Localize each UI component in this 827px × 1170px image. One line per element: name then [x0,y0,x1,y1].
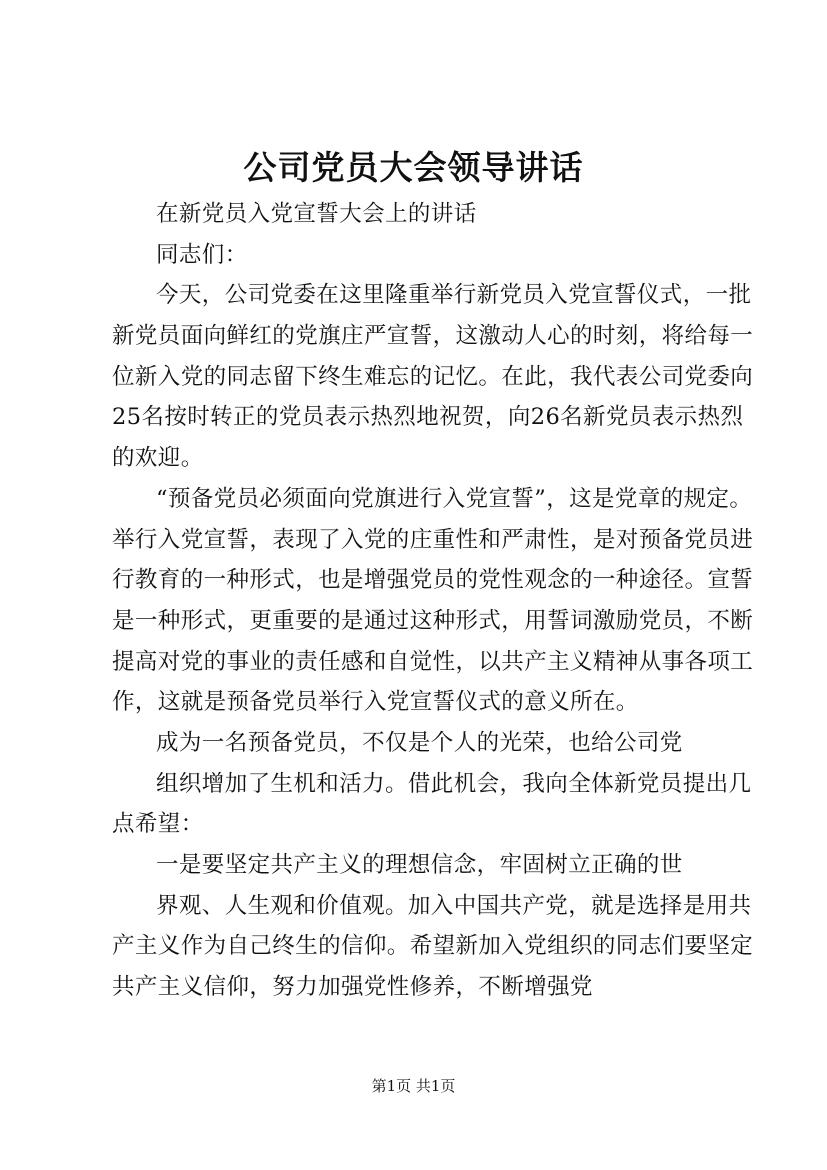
paragraph-line: “预备党员必须面向党旗进行入党宣誓”，这是党章的规定。 [156,485,753,512]
paragraph-line: 一是要坚定共产主义的理想信念，牢固树立正确的世 [156,852,683,878]
paragraph-line: 25名按时转正的党员表示热烈地祝贺，向26名新党员表示热烈 [112,404,744,431]
paragraph-line: 的欢迎。 [112,445,204,472]
paragraph-line: 举行入党宣誓，表现了入党的庄重性和严肃性，是对预备党员进 [112,526,754,553]
paragraph-line: 行教育的一种形式，也是增强党员的党性观念的一种途径。宣誓 [112,567,754,594]
paragraph-line: 界观、人生观和价值观。加入中国共产党，就是选择是用共 [156,892,752,919]
paragraph-line: 提高对党的事业的责任感和自觉性，以共产主义精神从事各项工 [112,648,754,675]
paragraph-line: 组织增加了生机和活力。借此机会，我向全体新党员提出几 [156,770,752,797]
paragraph-line: 位新入党的同志留下终生难忘的记忆。在此，我代表公司党委向 [112,363,754,390]
paragraph-line: 是一种形式，更重要的是通过这种形式，用誓词激励党员，不断 [112,607,754,634]
paragraph-line: 今天，公司党委在这里隆重举行新党员入党宣誓仪式，一批 [156,282,752,309]
paragraph-line: 作，这就是预备党员举行入党宣誓仪式的意义所在。 [112,689,639,716]
paragraph-line: 新党员面向鲜红的党旗庄严宣誓，这激动人心的时刻，将给每一 [112,323,754,350]
document-body [112,194,754,1008]
paragraph-line: 点希望： [112,811,204,838]
paragraph-line: 成为一名预备党员，不仅是个人的光荣，也给公司党 [156,729,683,756]
document-title: 公司党员大会领导讲话 [243,148,584,187]
paragraph-line: 共产主义信仰，努力加强党性修养，不断增强党 [112,974,593,1001]
salutation-line: 同志们： [156,241,248,268]
subtitle-line: 在新党员入党宣誓大会上的讲话 [156,201,477,227]
page-footer: 第1页 共1页 [371,1077,456,1095]
paragraph-line: 产主义作为自己终生的信仰。希望新加入党组织的同志们要坚定 [112,933,754,960]
